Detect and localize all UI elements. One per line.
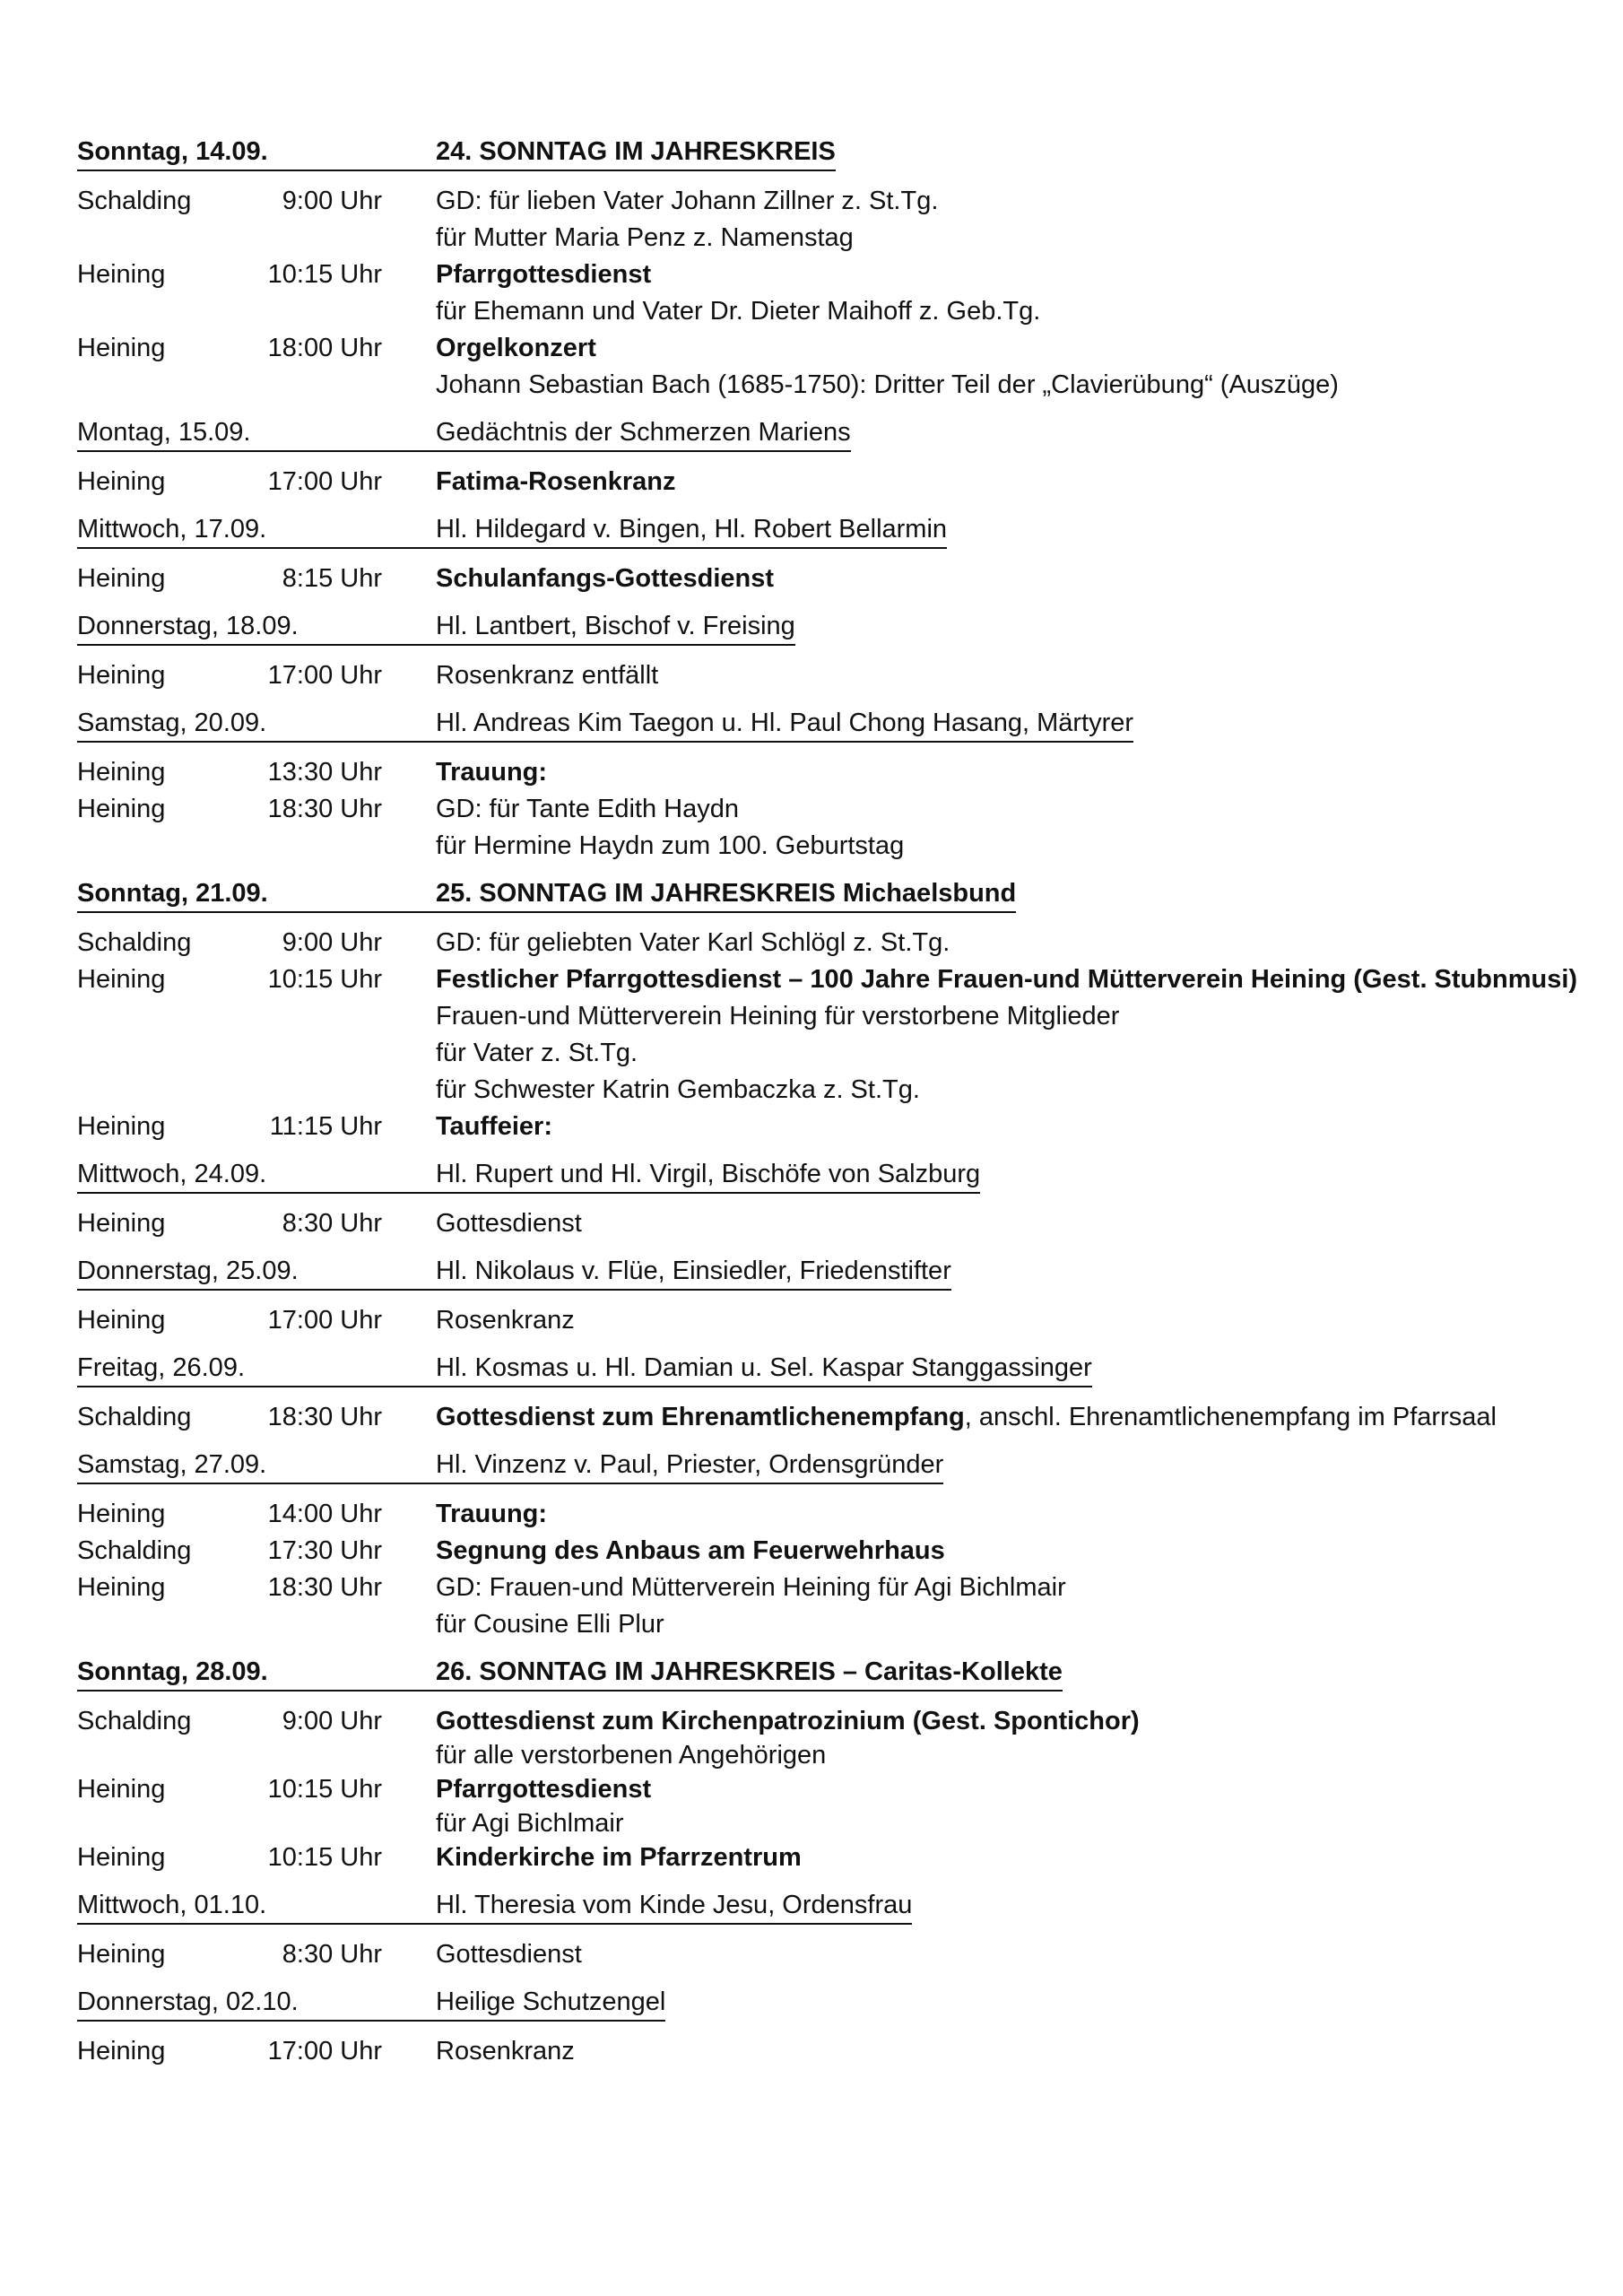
service-line [436,998,1593,1035]
day-date: Sonntag, 21.09. [77,876,436,913]
service-title: Orgelkonzert [436,334,596,362]
day-header [77,1448,1593,1484]
service-line [436,1936,1593,1973]
service-line [436,754,1593,791]
service-place: Heining [77,467,166,496]
service-text: GD: Frauen-und Mütterverein Heining für Agi Bichlmair [436,1573,1066,1602]
service-line [436,961,1593,998]
service-line [436,1839,1593,1876]
service-place: Schalding [77,1707,192,1735]
day-feast: Hl. Nikolaus v. Flüe, Einsiedler, Friedenstifter [436,1254,951,1291]
service-time: 10:15 Uhr [267,260,382,289]
service-place: Heining [77,795,166,823]
day-date: Sonntag, 14.09. [77,135,436,171]
service-entry [77,330,1593,404]
service-text: für alle verstorbenen Angehörigen [436,1741,827,1770]
day-date: Mittwoch, 17.09. [77,512,436,549]
service-line [436,330,1593,367]
service-place: Heining [77,1112,166,1141]
service-entry [77,754,1593,791]
service-line [436,657,1593,694]
service-entry [77,1399,1593,1436]
service-description [436,464,1593,500]
service-line [436,1496,1593,1533]
service-place: Heining [77,1209,166,1238]
service-title: Kinderkirche im Pfarrzentrum [436,1843,802,1872]
service-time: 9:00 Uhr [282,928,382,957]
service-description [436,2033,1593,2070]
service-place: Heining [77,1306,166,1335]
service-time: 18:30 Uhr [267,1403,382,1431]
service-description [436,1703,1593,1771]
service-title: Pfarrgottesdienst [436,1775,652,1804]
service-entry [77,183,1593,257]
service-line [436,1205,1593,1242]
service-title: Trauung: [436,1500,548,1528]
service-text: für Agi Bichlmair [436,1809,624,1838]
service-description [436,791,1593,865]
service-time: 10:15 Uhr [267,965,382,994]
service-text: für Hermine Haydn zum 100. Geburtstag [436,831,905,860]
day-feast: Hl. Rupert und Hl. Virgil, Bischöfe von Salzburg [436,1157,980,1194]
service-line [436,925,1593,961]
service-text: Rosenkranz entfällt [436,661,659,690]
service-place: Heining [77,1573,166,1602]
schedule-document [77,135,1593,2070]
service-description [436,561,1593,597]
day-date: Sonntag, 28.09. [77,1655,436,1692]
service-entry [77,791,1593,865]
service-text: Johann Sebastian Bach (1685-1750): Dritter Teil der „Clavierübung“ (Auszüge) [436,370,1339,399]
day-header [77,512,1593,549]
day-header [77,609,1593,646]
service-time: 9:00 Uhr [282,187,382,215]
service-text: GD: für Tante Edith Haydn [436,795,739,823]
day-date: Montag, 15.09. [77,415,436,452]
service-text: Rosenkranz [436,2037,575,2066]
day-feast: Heilige Schutzengel [436,1985,665,2022]
service-text: Rosenkranz [436,1306,575,1335]
service-line [436,220,1593,257]
day-date: Freitag, 26.09. [77,1351,436,1387]
service-line [436,1740,1593,1771]
service-description [436,657,1593,694]
service-suffix: , anschl. Ehrenamtlichenempfang im Pfarrsaal [964,1403,1497,1431]
service-place: Heining [77,564,166,593]
service-time: 10:15 Uhr [267,1775,382,1804]
service-line [436,828,1593,865]
day-header [77,876,1593,913]
service-place: Schalding [77,1536,192,1565]
day-header [77,1254,1593,1291]
day-date: Donnerstag, 25.09. [77,1254,436,1291]
day-feast: Hl. Theresia vom Kinde Jesu, Ordensfrau [436,1888,912,1925]
service-line [436,1570,1593,1606]
service-description [436,1771,1593,1839]
service-time: 14:00 Uhr [267,1500,382,1528]
service-line [436,293,1593,330]
service-place: Heining [77,965,166,994]
service-line [436,1035,1593,1072]
day-date: Mittwoch, 01.10. [77,1888,436,1925]
service-line [436,2033,1593,2070]
service-line [436,791,1593,828]
service-line [436,561,1593,597]
service-entry [77,1205,1593,1242]
service-entry [77,464,1593,500]
service-entry [77,1703,1593,1771]
service-entry [77,1302,1593,1339]
service-description [436,925,1593,961]
service-place: Schalding [77,187,192,215]
service-place: Heining [77,758,166,787]
service-description [436,1570,1593,1643]
day-feast: Hl. Kosmas u. Hl. Damian u. Sel. Kaspar Stanggassinger [436,1351,1092,1387]
day-feast: Gedächtnis der Schmerzen Mariens [436,415,851,452]
service-title: Gottesdienst zum Kirchenpatrozinium (Gest. Spontichor) [436,1707,1140,1735]
service-title: Gottesdienst zum Ehrenamtlichenempfang [436,1403,965,1431]
service-entry [77,257,1593,330]
service-line [436,464,1593,500]
service-text: Gottesdienst [436,1940,582,1969]
service-time: 17:00 Uhr [267,467,382,496]
service-text: für Cousine Elli Plur [436,1610,664,1639]
service-description [436,1936,1593,1973]
service-description [436,961,1593,1109]
day-header [77,1888,1593,1925]
service-time: 9:00 Uhr [282,1707,382,1735]
service-place: Heining [77,334,166,362]
service-entry [77,2033,1593,2070]
service-time: 18:30 Uhr [267,1573,382,1602]
day-header [77,1157,1593,1194]
service-place: Schalding [77,1403,192,1431]
service-description [436,1533,1593,1570]
service-description [436,257,1593,330]
service-description [436,1302,1593,1339]
service-line [436,1302,1593,1339]
service-description [436,1399,1593,1436]
service-line [436,1399,1593,1436]
service-entry [77,1839,1593,1876]
service-title: Schulanfangs-Gottesdienst [436,564,775,593]
service-line [436,1072,1593,1109]
service-line [436,1533,1593,1570]
day-feast: 26. SONNTAG IM JAHRESKREIS – Caritas-Kollekte [436,1655,1063,1692]
service-description [436,1205,1593,1242]
service-place: Heining [77,1940,166,1969]
service-entry [77,1936,1593,1973]
service-time: 18:00 Uhr [267,334,382,362]
service-description [436,1839,1593,1876]
service-line [436,183,1593,220]
service-entry [77,561,1593,597]
day-date: Samstag, 27.09. [77,1448,436,1484]
service-time: 17:00 Uhr [267,2037,382,2066]
service-description [436,330,1593,404]
day-header [77,1655,1593,1692]
service-title: Trauung: [436,758,548,787]
day-feast: 25. SONNTAG IM JAHRESKREIS Michaelsbund [436,876,1016,913]
service-place: Heining [77,661,166,690]
day-header [77,1985,1593,2022]
service-line [436,1703,1593,1740]
service-description [436,183,1593,257]
service-place: Schalding [77,928,192,957]
service-text: Gottesdienst [436,1209,582,1238]
day-feast: Hl. Andreas Kim Taegon u. Hl. Paul Chong Hasang, Märtyrer [436,706,1133,743]
service-description [436,1496,1593,1533]
day-feast: 24. SONNTAG IM JAHRESKREIS [436,135,836,171]
service-place: Heining [77,1843,166,1872]
service-entry [77,1771,1593,1839]
service-place: Heining [77,2037,166,2066]
service-time: 8:30 Uhr [282,1209,382,1238]
service-time: 10:15 Uhr [267,1843,382,1872]
service-time: 11:15 Uhr [269,1112,382,1141]
service-title: Segnung des Anbaus am Feuerwehrhaus [436,1536,945,1565]
service-entry [77,657,1593,694]
service-place: Heining [77,260,166,289]
day-date: Donnerstag, 02.10. [77,1985,436,2022]
service-text: für Vater z. St.Tg. [436,1039,638,1067]
service-line [436,1771,1593,1808]
service-text: GD: für lieben Vater Johann Zillner z. St.Tg. [436,187,939,215]
service-time: 17:30 Uhr [267,1536,382,1565]
service-line [436,257,1593,293]
service-entry [77,1109,1593,1145]
service-line [436,1606,1593,1643]
service-description [436,754,1593,791]
service-entry [77,961,1593,1109]
service-place: Heining [77,1500,166,1528]
service-title: Pfarrgottesdienst [436,260,652,289]
service-time: 8:15 Uhr [282,564,382,593]
service-title: Fatima-Rosenkranz [436,467,676,496]
day-feast: Hl. Vinzenz v. Paul, Priester, Ordensgründer [436,1448,943,1484]
day-date: Mittwoch, 24.09. [77,1157,436,1194]
service-title: Festlicher Pfarrgottesdienst – 100 Jahre Frauen-und Mütterverein Heining (Gest. Stubnmusi) [436,965,1578,994]
service-entry [77,1570,1593,1643]
service-time: 17:00 Uhr [267,661,382,690]
service-entry [77,925,1593,961]
service-text: GD: für geliebten Vater Karl Schlögl z. St.Tg. [436,928,950,957]
day-header [77,415,1593,452]
day-header [77,135,1593,171]
service-time: 18:30 Uhr [267,795,382,823]
service-text: für Mutter Maria Penz z. Namenstag [436,223,854,252]
day-header [77,1351,1593,1387]
service-time: 17:00 Uhr [267,1306,382,1335]
service-text: Frauen-und Mütterverein Heining für verstorbene Mitglieder [436,1002,1120,1031]
day-feast: Hl. Lantbert, Bischof v. Freising [436,609,795,646]
service-description [436,1109,1593,1145]
service-entry [77,1533,1593,1570]
service-line [436,1109,1593,1145]
service-time: 8:30 Uhr [282,1940,382,1969]
service-title: Tauffeier: [436,1112,552,1141]
service-text: für Schwester Katrin Gembaczka z. St.Tg. [436,1075,920,1104]
day-date: Donnerstag, 18.09. [77,609,436,646]
service-text: für Ehemann und Vater Dr. Dieter Maihoff z. Geb.Tg. [436,297,1041,326]
service-line [436,367,1593,404]
day-feast: Hl. Hildegard v. Bingen, Hl. Robert Bellarmin [436,512,947,549]
day-header [77,706,1593,743]
service-line [436,1808,1593,1839]
day-date: Samstag, 20.09. [77,706,436,743]
service-time: 13:30 Uhr [267,758,382,787]
service-entry [77,1496,1593,1533]
service-place: Heining [77,1775,166,1804]
